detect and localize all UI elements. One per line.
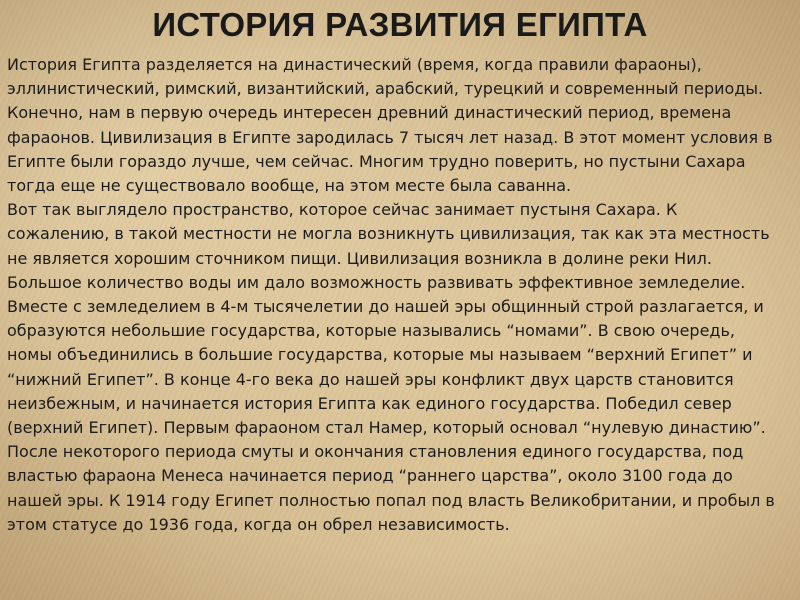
body-paragraph-2: Вот так выглядело пространство, которое сейчас занимает пустыня Сахара. К сожалению, в такой местности не могла возникнуть цивилизация, так как эта местность не является хорошим сточником пищи. Цивилизация возникла в долине реки Нил. Большое количество воды им дало возможность развивать эффективное земледелие. Вместе с земледелием в 4-м тысячелетии до нашей эры общинный строй разлагается, и образуются небольшие государства, которые назывались “номами”. В свою очередь, номы объединились в большие государства, которые мы называем “верхний Египет” и “нижний Египет”. В конце 4-го века до нашей эры конфликт двух царств становится неизбежным, и начинается история Египта как единого государства. Победил север (верхний Египет). Первым фараоном стал Намер, который основал “нулевую династию”. После некоторого периода смуты и окончания становления единого государства, под властью фараона Менеса начинается период “раннего царства”, около 3100 года до нашей эры. К 1914 году Египет полностью попал под власть Великобритании, и пробыл в этом статусе до 1936 года, когда он обрел независимость. bbox=[7, 200, 775, 534]
slide-title: ИСТОРИЯ РАЗВИТИЯ ЕГИПТА bbox=[152, 6, 648, 43]
slide-body bbox=[7, 53, 782, 537]
body-paragraph-1: История Египта разделяется на династический (время, когда правили фараоны), эллинистический, римский, византийский, арабский, турецкий и современный периоды. Конечно, нам в первую очередь интересен древний династический период, времена фараонов. Цивилизация в Египте зародилась 7 тысяч лет назад. В этот момент условия в Египте были гораздо лучше, чем сейчас. Многим трудно поверить, но пустыни Сахара тогда еще не существовало вообще, на этом месте была саванна. bbox=[7, 55, 773, 196]
